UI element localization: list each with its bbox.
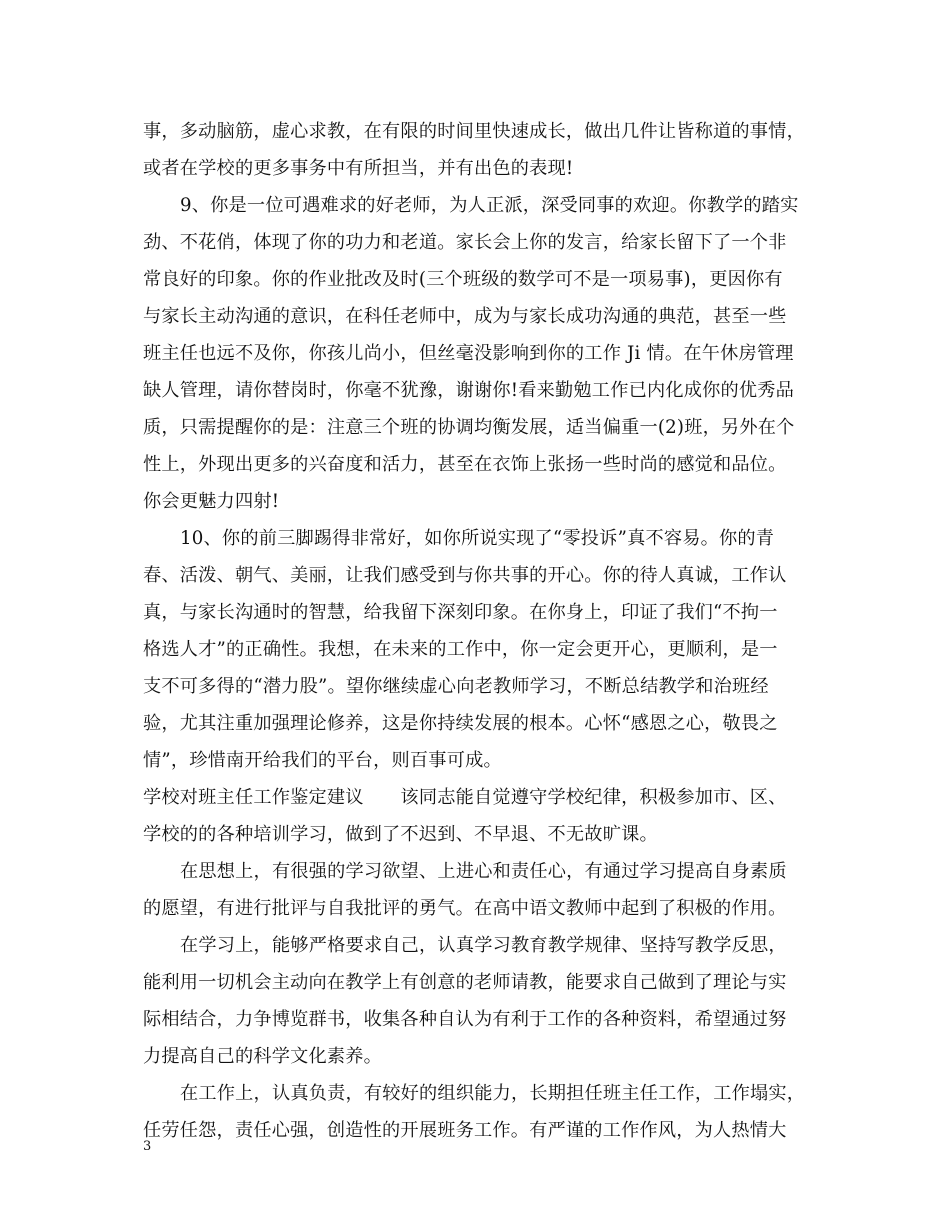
text-line: 真，与家长沟通时的智慧，给我留下深刻印象。在你身上，印证了我们“不拘一 [143, 602, 778, 623]
text-line: 春、活泼、朝气、美丽，让我们感受到与你共事的开心。你的待人真诚，工作认 [143, 565, 787, 586]
text-line: 在思想上，有很强的学习欲望、上进心和责任心，有通过学习提高自身素质 [180, 861, 787, 882]
text-line: 常良好的印象。你的作业批改及时(三个班级的数学可不是一项易事)，更因你有 [143, 269, 783, 290]
text-line: 事，多动脑筋，虚心求教，在有限的时间里快速成长，做出几件让皆称道的事情， [143, 121, 805, 142]
text-line: 9、你是一位可遇难求的好老师，为人正派，深受同事的欢迎。你教学的踏实 [180, 195, 799, 216]
text-line: 或者在学校的更多事务中有所担当，并有出色的表现! [143, 158, 574, 179]
text-line: 验，尤其注重加强理论修养，这是你持续发展的根本。心怀“感恩之心，敬畏之 [143, 713, 778, 734]
text-line: 任劳任怨，责任心强，创造性的开展班务工作。有严谨的工作作风，为人热情大 [143, 1120, 787, 1141]
text-line: 班主任也远不及你，你孩儿尚小，但丝毫没影响到你的工作 Ji 情。在午休房管理 [143, 343, 794, 364]
text-line: 际相结合，力争博览群书，收集各种自认为有利于工作的各种资料，希望通过努 [143, 1009, 787, 1030]
text-line: 力提高自己的科学文化素养。 [143, 1046, 383, 1067]
text-line: 学校的的各种培训学习，做到了不迟到、不早退、不无故旷课。 [143, 824, 658, 845]
page-number: 3 [143, 1139, 152, 1154]
text-line: 缺人管理，请你替岗时，你毫不犹豫，谢谢你!看来勤勉工作已内化成你的优秀品 [143, 380, 795, 401]
text-line: 你会更魅力四射! [143, 491, 280, 512]
text-line: 与家长主动沟通的意识，在科任老师中，成为与家长成功沟通的典范，甚至一些 [143, 306, 787, 327]
text-line: 在学习上，能够严格要求自己，认真学习教育教学规律、坚持写教学反思， [180, 935, 787, 956]
text-line: 劲、不花俏，体现了你的功力和老道。家长会上你的发言，给家长留下了一个非 [143, 232, 787, 253]
text-line: 情”，珍惜南开给我们的平台，则百事可成。 [143, 750, 502, 771]
text-line: 能利用一切机会主动向在教学上有创意的老师请教，能要求自己做到了理论与实 [143, 972, 787, 993]
text-line: 在工作上，认真负责，有较好的组织能力，长期担任班主任工作，工作塌实， [180, 1083, 806, 1104]
text-line: 性上，外现出更多的兴奋度和活力，甚至在衣饰上张扬一些时尚的感觉和品位。 [143, 454, 787, 475]
text-line: 的愿望，有进行批评与自我批评的勇气。在高中语文教师中起到了积极的作用。 [143, 898, 787, 919]
text-line: 质，只需提醒你的是：注意三个班的协调均衡发展，适当偏重一(2)班，另外在个 [143, 417, 795, 438]
text-line: 支不可多得的“潜力股”。望你继续虚心向老教师学习，不断总结教学和治班经 [143, 676, 769, 697]
text-line: 学校对班主任工作鉴定建议 该同志能自觉遵守学校纪律，积极参加市、区、 [143, 787, 787, 808]
text-line: 10、你的前三脚踢得非常好，如你所说实现了“零投诉”真不容易。你的青 [180, 528, 775, 549]
text-line: 格选人才”的正确性。我想，在未来的工作中，你一定会更开心，更顺利，是一 [143, 639, 778, 660]
